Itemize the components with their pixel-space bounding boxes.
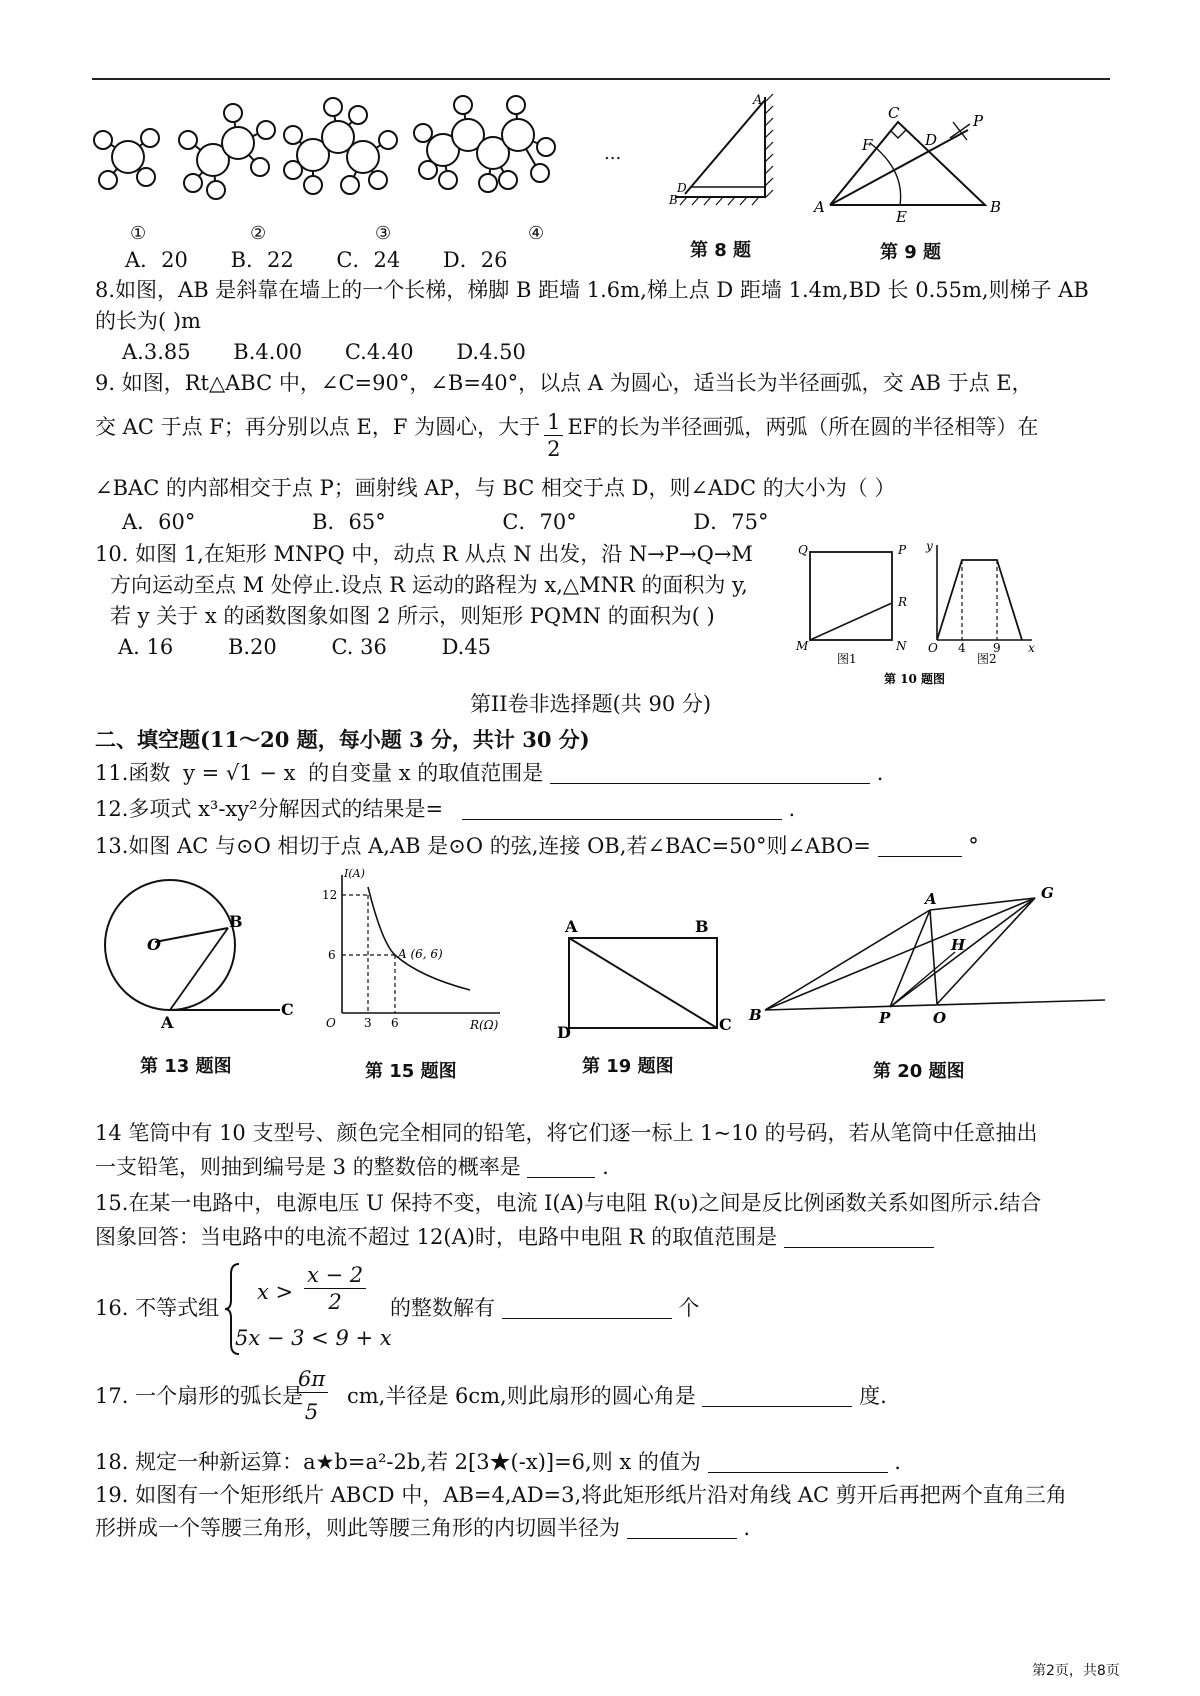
q9-line2 (95, 409, 1038, 462)
q16-text-c: 个 (678, 1296, 700, 1320)
fig10-label-q: Q (798, 543, 808, 557)
molecule-3 (284, 98, 397, 194)
q9-fraction (544, 409, 563, 462)
q16-ineq1-num: x − 2 (304, 1262, 366, 1289)
molecule-label-2: ② (250, 223, 267, 244)
q8-line2: 的长为( )m (95, 309, 201, 333)
q18-end: . (894, 1450, 901, 1474)
q12-text: 12.多项式 x³-xy²分解因式的结果是= (95, 797, 444, 821)
fig9-label-p: P (973, 112, 984, 130)
fig19-label-c: C (719, 1015, 732, 1034)
q7-option-a: A．20 (125, 248, 188, 272)
q15-text: 图象回答：当电路中的电流不超过 12(A)时，电路中电阻 R 的取值范围是 (95, 1225, 778, 1249)
fig9-label-c: C (888, 104, 900, 122)
molecule-4 (414, 96, 555, 192)
fig9-label-d: D (925, 131, 938, 149)
fig10-axis-x: x (1028, 641, 1035, 655)
fig13-caption: 第 13 题图 (140, 1056, 232, 1077)
figure-9 (810, 100, 1010, 230)
q8-option-a: A.3.85 (122, 340, 191, 364)
q19-line1: 19. 如图有一个矩形纸片 ABCD 中，AB=4,AD=3,将此矩形纸片沿对角线 AC 剪开后再把两个直角三角 (95, 1483, 1067, 1507)
fig10-caption1: 图1 (837, 652, 857, 666)
q17-prefix: 17. 一个扇形的弧长是 (95, 1384, 304, 1408)
fig20-label-h: H (951, 936, 966, 954)
figure-8 (665, 92, 795, 232)
fig19-label-b: B (695, 917, 709, 936)
q9-options (122, 508, 768, 536)
q19-text: 形拼成一个等腰三角形，则此等腰三角形的内切圆半径为 (95, 1516, 620, 1540)
q8-line1: 8.如图，AB 是斜靠在墙上的一个长梯，梯脚 B 距墙 1.6m,梯上点 D 距墙 1.4m,BD 长 0.55m,则梯子 AB (95, 278, 1089, 302)
q7-options (125, 246, 507, 274)
q10-option-b: B.20 (227, 635, 277, 659)
fig15-caption: 第 15 题图 (365, 1061, 457, 1082)
q16-ineq1-den: 2 (328, 1290, 342, 1314)
q14-end: . (602, 1155, 609, 1179)
q14-line2 (95, 1153, 609, 1181)
q15-answer-blank[interactable] (784, 1227, 934, 1248)
q16-text (390, 1294, 699, 1322)
fig10-origin: O (928, 641, 938, 655)
q13-answer-blank[interactable] (878, 836, 962, 857)
q16-ineq1-lhs: x > (257, 1280, 294, 1304)
q11-prefix: 11.函数 (95, 761, 178, 785)
q10-option-a: A. 16 (118, 635, 174, 659)
fig9-label-b: B (990, 198, 1002, 216)
fig20-caption: 第 20 题图 (873, 1061, 965, 1082)
q9-line2-part2: EF的长为半径画弧，两弧（所在圆的半径相等）在 (567, 415, 1039, 439)
fig15-ylabel: I(A) (344, 867, 365, 880)
q17-frac-den: 5 (304, 1400, 319, 1424)
fig19-label-a: A (565, 917, 578, 936)
q10-option-c: C. 36 (331, 635, 387, 659)
fig9-caption: 第 9 题 (880, 242, 942, 263)
fig10-caption2: 图2 (977, 652, 997, 666)
q16-answer-blank[interactable] (502, 1298, 672, 1319)
fig20-label-p: P (879, 1009, 891, 1027)
q7-option-c: C．24 (336, 248, 401, 272)
q14-answer-blank[interactable] (527, 1157, 595, 1178)
fig8-label-d: D (677, 181, 687, 195)
fig10-label-n: N (896, 639, 907, 653)
q16-prefix: 16. 不等式组 (95, 1296, 220, 1320)
q9-option-a: A．60° (122, 510, 196, 534)
fig20-label-b: B (749, 1006, 762, 1024)
q17-text (347, 1382, 887, 1410)
q15-line2 (95, 1223, 934, 1251)
q16-text-b: 的整数解有 (390, 1296, 495, 1320)
q8-option-d: D.4.50 (456, 340, 526, 364)
q14-text: 一支铅笔，则抽到编号是 3 的整数倍的概率是 (95, 1155, 521, 1179)
q9-line1: 9. 如图，Rt△ABC 中，∠C=90°，∠B=40°，以点 A 为圆心，适当长为半径画弧，交 AB 于点 E， (95, 371, 1033, 395)
q8-option-c: C.4.40 (344, 340, 414, 364)
q9-option-d: D．75° (693, 510, 769, 534)
figure-15 (320, 865, 520, 1035)
q17-frac-num: 6π (295, 1366, 328, 1393)
q9-option-c: C．70° (502, 510, 577, 534)
q13 (95, 832, 979, 860)
q11-formula: y = √1 − x (183, 761, 296, 785)
fig20-label-g: G (1041, 884, 1054, 902)
molecule-label-4: ④ (528, 223, 545, 244)
q17-text-c: 度. (859, 1384, 887, 1408)
fig19-label-d: D (557, 1023, 571, 1040)
q11-end: . (876, 761, 884, 785)
q10-line1: 10. 如图 1,在矩形 MNPQ 中，动点 R 从点 N 出发，沿 N→P→Q→M (95, 542, 753, 566)
fig15-tick-x6: 6 (391, 1016, 399, 1030)
figure-19 (555, 910, 735, 1040)
q17-answer-blank[interactable] (702, 1386, 852, 1407)
fig13-label-b: B (229, 912, 243, 931)
q11 (95, 759, 883, 787)
figure-20 (745, 880, 1115, 1030)
q17-text-b: cm,半径是 6cm,则此扇形的圆心角是 (347, 1384, 696, 1408)
fig15-tick-y6: 6 (328, 948, 336, 962)
q19-line2 (95, 1514, 750, 1542)
q12-answer-blank[interactable] (462, 799, 782, 820)
q10-options (118, 633, 491, 661)
fig10-tick-9: 9 (993, 641, 1001, 655)
molecule-label-3: ③ (375, 223, 392, 244)
fig10-axis-y: y (926, 540, 933, 553)
q19-end: . (743, 1516, 751, 1540)
page-number: 第2页，共8页 (1032, 1663, 1120, 1679)
fig19-caption: 第 19 题图 (582, 1056, 674, 1077)
q18-text: 18. 规定一种新运算：a★b=a²-2b,若 2[3★(-x)]=6,则 x 的值为 (95, 1450, 701, 1474)
fig20-label-o: O (933, 1009, 947, 1027)
fig9-label-e: E (896, 208, 907, 226)
q9-frac-num: 1 (544, 409, 563, 436)
fig10-label-p: P (898, 543, 907, 557)
molecule-label-1: ① (130, 223, 147, 244)
q12-end: . (788, 797, 796, 821)
fig9-label-a: A (814, 198, 825, 216)
q10-line3: 若 y 关于 x 的函数图象如图 2 所示，则矩形 PQMN 的面积为( ) (110, 604, 715, 628)
q19-answer-blank[interactable] (627, 1518, 737, 1539)
fig15-tick-x3: 3 (364, 1016, 372, 1030)
fig9-label-f: F (862, 136, 873, 154)
q16-ineq1-frac (304, 1262, 366, 1315)
q16-ineq2: 5x − 3 < 9 + x (235, 1326, 392, 1350)
q12 (95, 795, 795, 823)
q7-option-b: B．22 (230, 248, 294, 272)
q15-line1: 15.在某一电路中，电源电压 U 保持不变，电流 I(A)与电阻 R(υ)之间是反比例函数关系如图所示.结合 (95, 1191, 1042, 1215)
fig13-label-o: O (147, 935, 161, 954)
q11-text: 的自变量 x 的取值范围是 (308, 761, 544, 785)
molecule-2 (179, 104, 275, 199)
q8-option-b: B.4.00 (233, 340, 303, 364)
q9-line2-part1: 交 AC 于点 F；再分别以点 E，F 为圆心，大于 (95, 415, 541, 439)
q16 (95, 1262, 1095, 1357)
fig10-label-r: R (898, 595, 908, 609)
top-rule (92, 78, 1110, 80)
fig10-tick-4: 4 (958, 641, 966, 655)
q9-line3: ∠BAC 的内部相交于点 P；画射线 AP，与 BC 相交于点 D，则∠ADC 的大小为（ ） (95, 476, 896, 500)
fig10-caption: 第 10 题图 (884, 672, 946, 686)
q17-fraction (295, 1366, 328, 1425)
fig10-label-m: M (796, 639, 809, 653)
fig8-label-b: B (669, 193, 678, 207)
q14-line1: 14 笔筒中有 10 支型号、颜色完全相同的铅笔，将它们逐一标上 1~10 的号码，若从笔筒中任意抽出 (95, 1121, 1038, 1145)
q9-frac-den: 2 (547, 437, 561, 461)
fig15-xlabel: R(Ω) (470, 1018, 499, 1032)
q13-text: 13.如图 AC 与⊙O 相切于点 A,AB 是⊙O 的弦,连接 OB,若∠BAC=50°则∠ABO= (95, 834, 871, 858)
fig8-caption: 第 8 题 (690, 240, 752, 261)
fig15-tick-y12: 12 (322, 888, 338, 902)
q10-option-d: D.45 (441, 635, 492, 659)
fig8-label-a: A (753, 93, 763, 108)
q7-option-d: D．26 (442, 248, 508, 272)
fig20-label-a: A (925, 890, 937, 908)
molecule-1 (94, 129, 159, 189)
fig15-origin: O (326, 1016, 336, 1030)
q8-options (122, 338, 526, 366)
fig13-label-c: C (281, 1000, 294, 1019)
q17 (95, 1366, 1095, 1436)
fig15-point-a: A (6, 6) (398, 947, 443, 961)
q13-end: ° (968, 834, 979, 858)
q9-option-b: B．65° (312, 510, 386, 534)
q10-line2: 方向运动至点 M 处停止.设点 R 运动的路程为 x,△MNR 的面积为 y, (110, 573, 748, 597)
q18-answer-blank[interactable] (708, 1452, 888, 1473)
fig13-label-a: A (161, 1013, 174, 1030)
figure-10 (792, 540, 1052, 690)
figure-13 (95, 870, 295, 1030)
section2-title: 第II卷非选择题(共 90 分) (470, 692, 712, 716)
q11-answer-blank[interactable] (550, 763, 870, 784)
ellipsis: ... (604, 143, 622, 164)
molecule-figure (88, 95, 648, 245)
section2-heading: 二、填空题(11～20 题，每小题 3 分，共计 30 分) (95, 727, 590, 752)
q18 (95, 1448, 901, 1476)
